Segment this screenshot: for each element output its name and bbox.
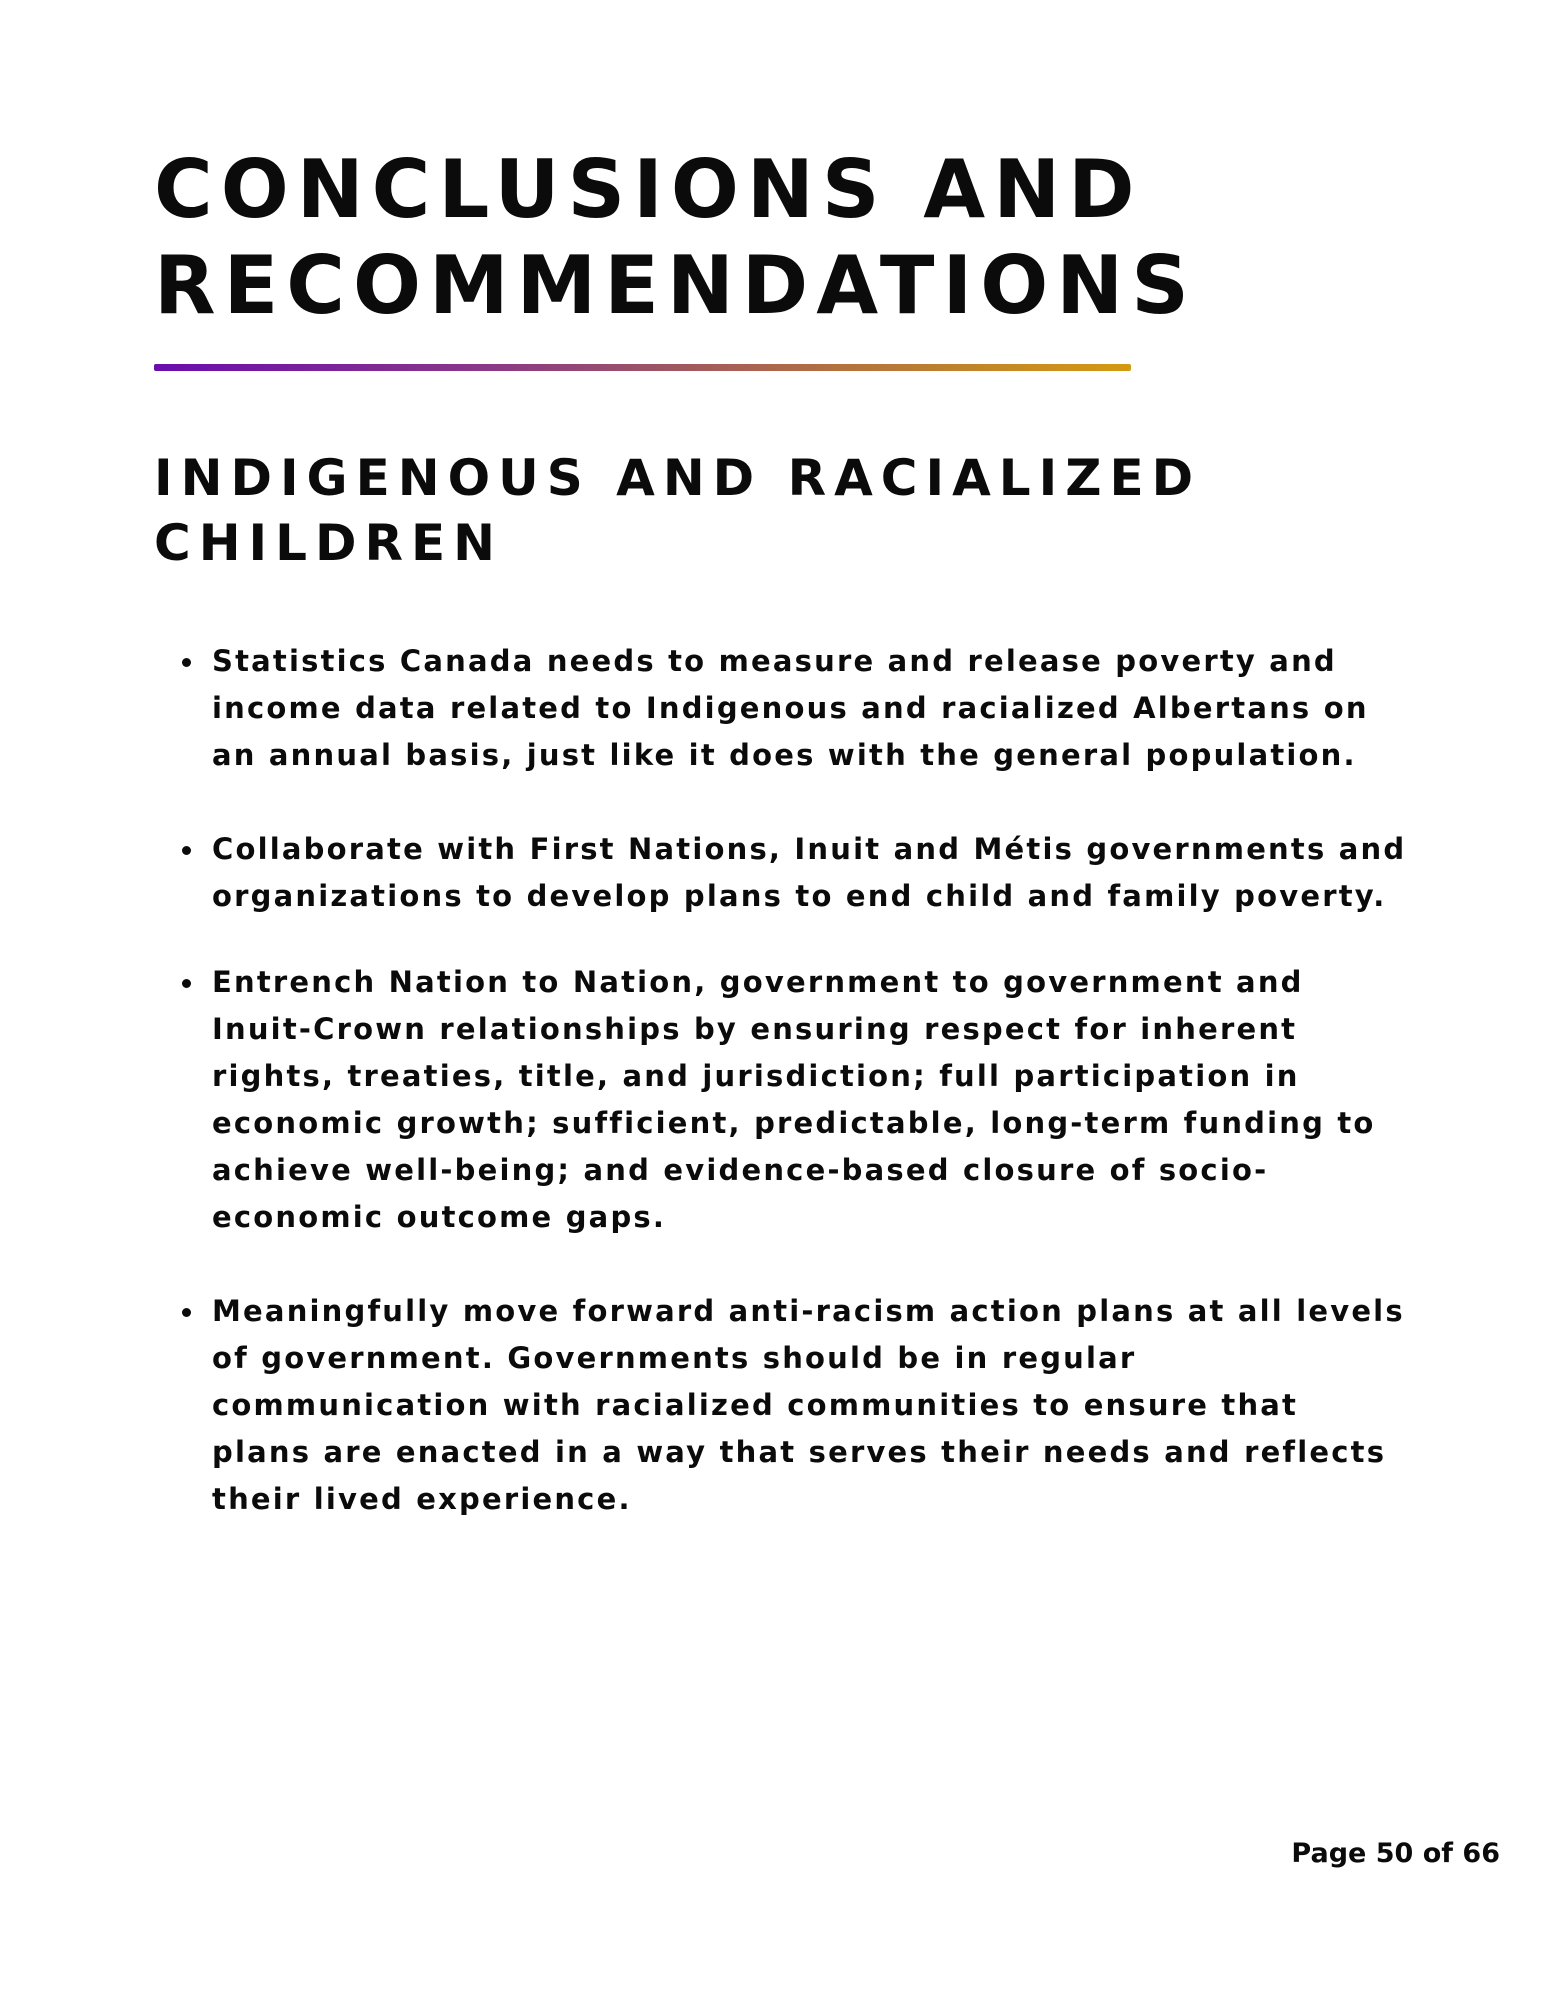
recommendation-line: Inuit-Crown relationships by ensuring respect for inherent bbox=[212, 1012, 1298, 1046]
recommendation-line: Collaborate with First Nations, Inuit and Métis governments and bbox=[212, 832, 1407, 866]
page-title bbox=[154, 142, 1197, 334]
recommendation-line: organizations to develop plans to end child and family poverty. bbox=[212, 879, 1387, 913]
section-heading-line-2: CHILDREN bbox=[154, 514, 504, 572]
recommendation-line: rights, treaties, title, and jurisdiction; full participation in bbox=[212, 1059, 1300, 1093]
recommendation-item-anti-racism bbox=[174, 1288, 1405, 1523]
recommendation-item-entrench bbox=[174, 959, 1374, 1241]
recommendation-line: communication with racialized communities to ensure that bbox=[212, 1388, 1299, 1422]
recommendations-list bbox=[174, 638, 1407, 1523]
recommendation-line: income data related to Indigenous and racialized Albertans on bbox=[212, 691, 1369, 725]
bullet-icon bbox=[182, 1308, 191, 1317]
recommendation-line: their lived experience. bbox=[212, 1482, 632, 1516]
recommendation-line: Statistics Canada needs to measure and release poverty and bbox=[212, 644, 1337, 678]
recommendation-line: plans are enacted in a way that serves their needs and reflects bbox=[212, 1435, 1387, 1469]
page-title-line-2: RECOMMENDATIONS bbox=[154, 239, 1197, 332]
recommendation-line: economic outcome gaps. bbox=[212, 1200, 667, 1234]
bullet-icon bbox=[182, 658, 191, 667]
bullet-icon bbox=[182, 979, 191, 988]
recommendation-line: economic growth; sufficient, predictable, long-term funding to bbox=[212, 1106, 1376, 1140]
recommendation-item-collaborate bbox=[174, 826, 1407, 920]
recommendation-line: Entrench Nation to Nation, government to government and bbox=[212, 965, 1304, 999]
page-title-line-1: CONCLUSIONS AND bbox=[154, 143, 1143, 236]
title-divider bbox=[154, 364, 1131, 371]
recommendation-line: Meaningfully move forward anti-racism action plans at all levels bbox=[212, 1294, 1405, 1328]
section-heading bbox=[154, 446, 1254, 576]
section-heading-line-1: INDIGENOUS AND RACIALIZED bbox=[154, 449, 1202, 507]
recommendation-line: achieve well-being; and evidence-based closure of socio- bbox=[212, 1153, 1269, 1187]
page-number: Page 50 of 66 bbox=[1291, 1838, 1500, 1869]
recommendation-line: an annual basis, just like it does with the general population. bbox=[212, 738, 1357, 772]
recommendation-item-statistics bbox=[174, 638, 1374, 779]
recommendation-line: of government. Governments should be in regular bbox=[212, 1341, 1137, 1375]
bullet-icon bbox=[182, 846, 191, 855]
